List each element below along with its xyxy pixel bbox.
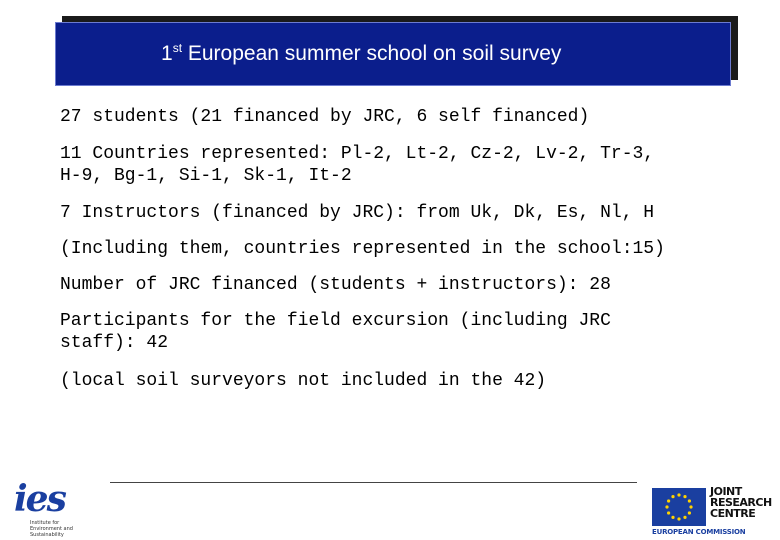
bullet-countries-total: (Including them, countries represented in the school:15) [60, 239, 665, 259]
bullet-jrc-financed: Number of JRC financed (students + instructors): 28 [60, 275, 611, 295]
bullet-participants: Participants for the field excursion (including JRC staff): 42 [60, 311, 611, 353]
ies-subtitle-line: Environment and [30, 526, 73, 532]
title-banner [55, 22, 731, 86]
slide-title [161, 42, 561, 66]
bullet-list [60, 106, 760, 392]
bullet-countries: 11 Countries represented: Pl-2, Lt-2, Cz-2, Lv-2, Tr-3, H-9, Bg-1, Si-1, Sk-1, It-2 [60, 144, 655, 186]
title-ordinal-number: 1 [161, 42, 173, 65]
jrc-name-line: JOINT [710, 485, 742, 498]
eu-flag-icon [652, 488, 706, 526]
jrc-logo [652, 486, 778, 540]
ies-subtitle-line: Institute for [30, 520, 60, 526]
bullet-students: 27 students (21 financed by JRC, 6 self financed) [60, 107, 590, 127]
footer-divider [110, 482, 637, 483]
jrc-name-line: CENTRE [710, 507, 756, 520]
ies-subtitle-line: Sustainability [30, 532, 64, 538]
jrc-logo-name [710, 486, 772, 519]
title-rest: European summer school on soil survey [182, 42, 562, 65]
jrc-name-line: RESEARCH [710, 496, 772, 509]
ies-logo-subtitle [30, 520, 73, 538]
title-ordinal-suffix: st [172, 41, 183, 55]
bullet-local-surveyors: (local soil surveyors not included in the 42) [60, 371, 547, 391]
ies-logo-mark: ies [14, 478, 65, 520]
bullet-instructors: 7 Instructors (financed by JRC): from Uk, Dk, Es, Nl, H [60, 203, 655, 223]
ies-logo [10, 478, 100, 538]
european-commission-label: EUROPEAN COMMISSION [652, 528, 746, 536]
